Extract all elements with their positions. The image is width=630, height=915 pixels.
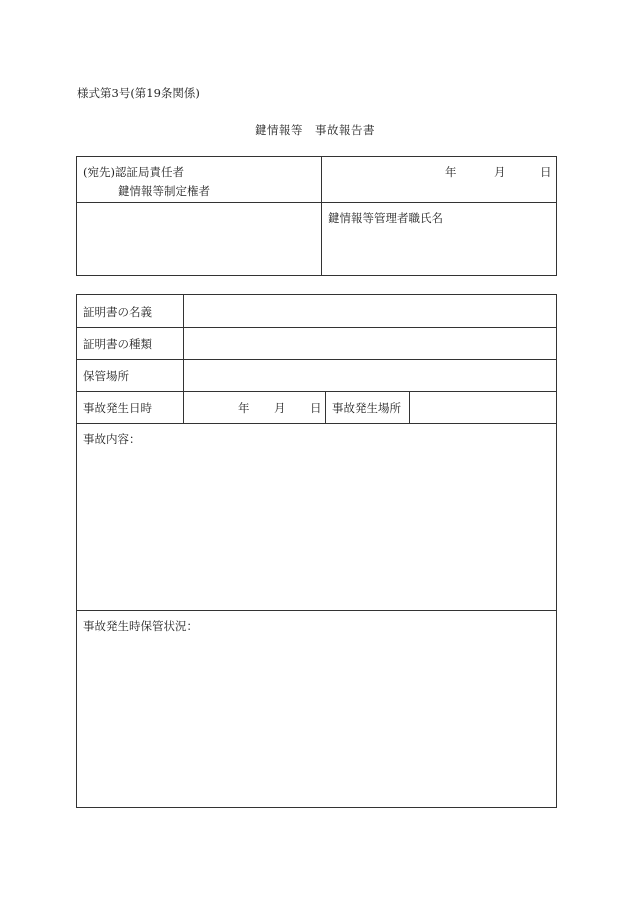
details-row-divider-1 [76, 327, 557, 328]
details-row-divider-4 [76, 423, 557, 424]
header-column-divider [321, 156, 322, 276]
cert-name-label: 証明書の名義 [83, 305, 152, 319]
incident-content-label: 事故内容： [83, 432, 141, 446]
addressee-line-2: 鍵情報等制定権者 [118, 184, 210, 198]
details-row-divider-2 [76, 359, 557, 360]
manager-name-label: 鍵情報等管理者職氏名 [328, 211, 443, 225]
form-number: 様式第3号(第19条関係) [77, 86, 200, 100]
incident-content-field[interactable] [78, 448, 555, 608]
incident-month-label: 月 [274, 401, 286, 415]
storage-status-label: 事故発生時保管状況： [83, 619, 198, 633]
date-year-label: 年 [445, 165, 457, 179]
date-day-label: 日 [540, 165, 552, 179]
cert-type-label: 証明書の種類 [83, 337, 152, 351]
date-month-label: 月 [494, 165, 506, 179]
incident-place-field[interactable] [411, 393, 555, 422]
incident-datetime-label: 事故発生日時 [83, 401, 152, 415]
addressee-line-1: (宛先)認証局責任者 [83, 165, 184, 179]
details-row-divider-3 [76, 391, 557, 392]
details-row-divider-5 [76, 610, 557, 611]
cert-type-field[interactable] [185, 329, 555, 358]
storage-status-field[interactable] [78, 636, 555, 806]
incident-year-label: 年 [238, 401, 250, 415]
place-value-divider [409, 391, 410, 424]
label-column-divider [183, 294, 184, 424]
incident-place-label: 事故発生場所 [332, 401, 401, 415]
datetime-place-divider [325, 391, 326, 424]
cert-name-field[interactable] [185, 296, 555, 326]
incident-day-label: 日 [310, 401, 322, 415]
storage-location-label: 保管場所 [83, 369, 129, 383]
addressee-signature-field[interactable] [77, 203, 320, 275]
storage-location-field[interactable] [185, 361, 555, 390]
document-title: 鍵情報等 事故報告書 [255, 123, 375, 137]
